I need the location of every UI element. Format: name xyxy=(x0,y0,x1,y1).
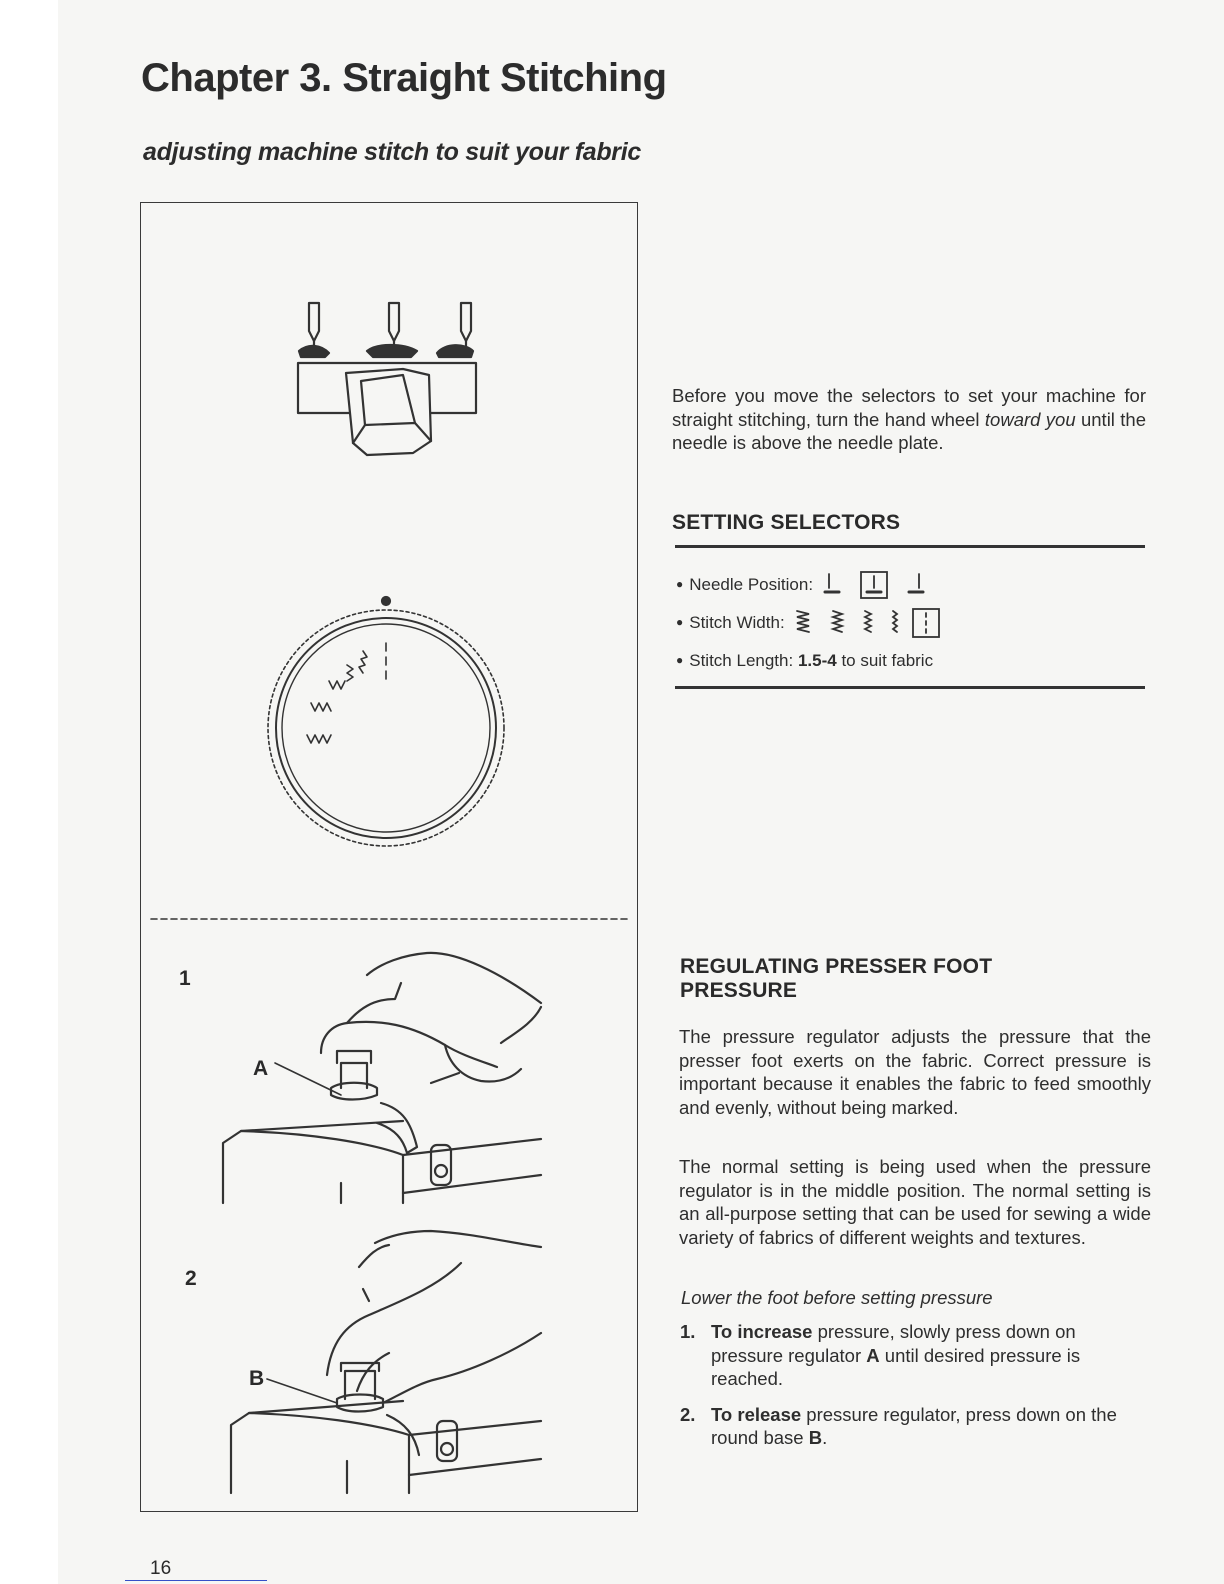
bullet-icon: ● xyxy=(676,615,684,629)
figure-label-1: 1 xyxy=(179,967,191,990)
pressure-text-1: The pressure regulator adjusts the pressure that the presser foot exerts on the fabric. Correct pressure is important because it enables the fabric to feed smoothly and evenly, without being marked. xyxy=(679,1026,1151,1118)
bullet-icon: ● xyxy=(676,653,684,667)
step-number: 2. xyxy=(680,1403,696,1425)
footer-rule xyxy=(125,1580,267,1581)
intro-text-1: Before you move the selectors to set your machine for straight stitching, turn the hand wheel xyxy=(672,385,1146,430)
pressure-regulator-fig-1 xyxy=(223,953,541,1203)
pressure-heading-block xyxy=(680,955,1150,1003)
pressure-text-2: The normal setting is being used when the pressure regulator is in the middle position. The normal setting is an all-purpose setting that can be used for sewing a wide variety of fabrics of different weights and textures. xyxy=(679,1156,1151,1248)
step-letter: A xyxy=(866,1344,880,1366)
illustration-frame xyxy=(140,202,638,1512)
pressure-steps xyxy=(680,1320,1152,1462)
page-number: 16 xyxy=(150,1558,172,1579)
pressure-regulator-fig-2 xyxy=(231,1231,541,1493)
intro-paragraph xyxy=(672,384,1146,455)
needle-position-selector-illustration xyxy=(298,303,476,455)
step-item xyxy=(680,1403,1152,1450)
needle-position-item xyxy=(676,566,1146,604)
needle-position-icons xyxy=(823,570,933,600)
step-bold-text: To release xyxy=(711,1403,802,1425)
step-text: pressure, slowly press down on pressure regulator xyxy=(711,1321,1076,1366)
step-text: pressure regulator, press down on the round base xyxy=(711,1403,1117,1448)
step-item xyxy=(680,1320,1152,1391)
chapter-subtitle: adjusting machine stitch to suit your fabric xyxy=(143,138,641,166)
bullet-icon: ● xyxy=(676,577,684,591)
setting-selectors-section xyxy=(672,511,1146,535)
step-number: 1. xyxy=(680,1321,696,1342)
stitch-length-suffix: to suit fabric xyxy=(841,651,934,670)
step-text-end: . xyxy=(822,1427,828,1448)
pressure-paragraph-2 xyxy=(679,1155,1151,1249)
pressure-note-text: Lower the foot before setting pressure xyxy=(681,1287,993,1308)
selector-list xyxy=(676,566,1146,680)
step-letter: B xyxy=(808,1427,823,1448)
intro-emphasis: toward you xyxy=(984,408,1076,430)
step-bold-text: To increase xyxy=(711,1321,813,1342)
stitch-length-value: 1.5-4 xyxy=(797,651,837,670)
callout-b: B xyxy=(249,1367,265,1390)
selectors-bottom-rule xyxy=(675,686,1145,689)
pressure-note xyxy=(681,1286,1151,1310)
page-margin xyxy=(0,0,58,1584)
pressure-heading-line2: PRESSURE xyxy=(680,979,798,1002)
machine-illustrations xyxy=(141,203,639,1513)
chapter-title: Chapter 3. Straight Stitching xyxy=(141,56,667,100)
stitch-length-item xyxy=(676,642,1146,680)
intro-column xyxy=(672,384,1146,455)
intro-text-2: until the needle is above the needle plate. xyxy=(672,408,1146,453)
stitch-width-dial-illustration xyxy=(268,597,504,846)
callout-a: A xyxy=(253,1057,269,1080)
stitch-width-item xyxy=(676,604,1146,642)
figure-label-2: 2 xyxy=(185,1267,197,1290)
step-body xyxy=(711,1320,1152,1391)
pressure-paragraph-1 xyxy=(679,1025,1151,1119)
pressure-heading-line1: REGULATING PRESSER FOOT xyxy=(680,955,993,978)
needle-position-label: Needle Position: xyxy=(689,575,814,594)
stitch-width-icons xyxy=(795,607,945,639)
selectors-top-rule xyxy=(675,545,1145,548)
stitch-width-label: Stitch Width: xyxy=(689,613,785,632)
step-body xyxy=(711,1403,1152,1450)
setting-selectors-heading: SETTING SELECTORS xyxy=(672,511,901,534)
stitch-length-label: Stitch Length: xyxy=(689,651,794,670)
step-text-end: until desired pressure is reached. xyxy=(711,1344,1081,1389)
